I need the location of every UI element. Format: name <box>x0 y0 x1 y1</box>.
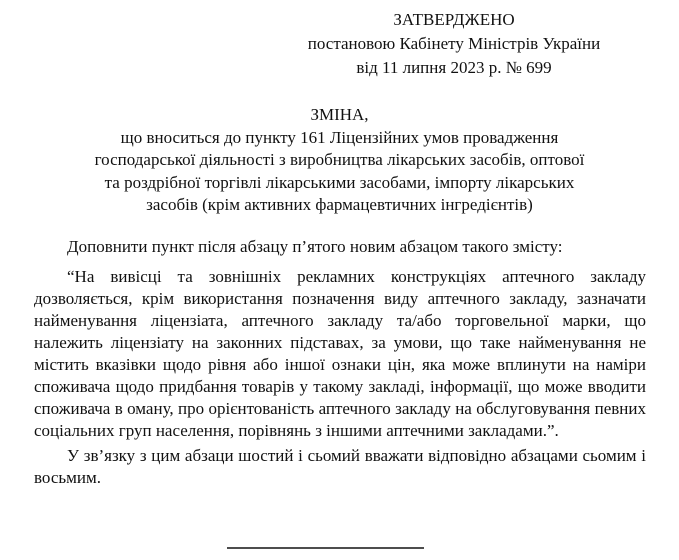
title-line-5: засобів (крім активних фармацевтичних інгредієнтів) <box>146 195 533 214</box>
paragraph-intro: Доповнити пункт після абзацу п’ятого новим абзацом такого змісту: <box>67 237 563 256</box>
approval-stamp-label: ЗАТВЕРДЖЕНО <box>393 10 515 29</box>
title-line-1: ЗМІНА, <box>310 105 369 124</box>
approval-authority: постановою Кабінету Міністрів України <box>307 34 601 53</box>
paragraph-renumbering: У зв’язку з цим абзаци шостий і сьомий вважати відповідно абзацами сьомим і восьмим. <box>34 446 646 487</box>
title-line-4: та роздрібної торгівлі лікарськими засобами, імпорту лікарських <box>104 172 575 192</box>
approval-block <box>298 8 610 80</box>
title-line-3: господарської діяльності з виробництва лікарських засобів, оптової <box>94 150 585 169</box>
document-body <box>34 236 646 489</box>
title-line-2: що вноситься до пункту 161 Ліцензійних умов провадження <box>120 127 559 147</box>
paragraph-amendment-text: “На вивісці та зовнішніх рекламних конструкціях аптечного закладу дозволяється, крім використання позначення виду аптечного закладу, зазначати найменування ліцензіата, аптечного закладу та/або торговельної марки, що належить ліцензіату на законних підставах, за умови, що таке найменування не містить вказівки щодо рівня або іншої ознаки цін, яка може вплинути на наміри споживача щодо придбання товарів у такому закладі, інформації, що може вводити споживача в оману, про орієнтованість аптечного закладу на обслуговування певних соціальних груп населення, порівнянь з іншими аптечними закладами.”. <box>34 267 646 440</box>
document-title <box>0 104 679 217</box>
footnote-separator-line <box>227 547 424 549</box>
approval-date-number: від 11 липня 2023 р. № 699 <box>356 58 552 77</box>
